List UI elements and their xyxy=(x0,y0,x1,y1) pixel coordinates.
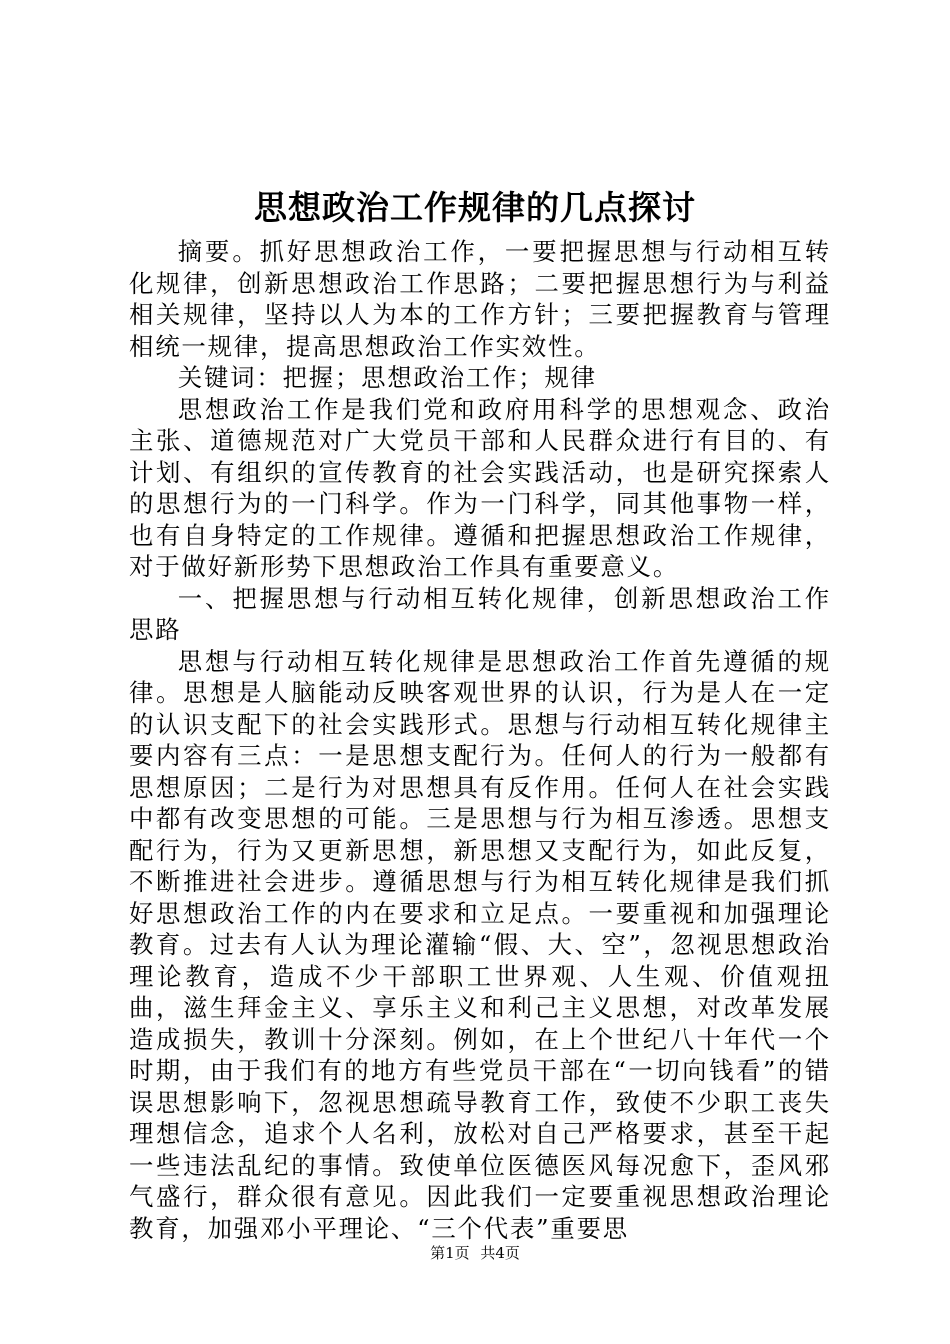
keywords-paragraph: 关键词：把握；思想政治工作；规律 xyxy=(177,363,597,392)
section-1-paragraph: 思想与行动相互转化规律是思想政治工作首先遵循的规律。思想是人脑能动反映客观世界的认识，行为是人在一定的认识支配下的社会实践形式。思想与行动相互转化规律主要内容有三点：一是思想支配行为。任何人的行为一般都有思想原因；二是行为对思想具有反作用。任何人在社会实践中都有改变思想的可能。三是思想与行为相互渗透。思想支配行为，行为又更新思想，新思想又支配行为，如此反复，不断推进社会进步。遵循思想与行为相互转化规律是我们抓好思想政治工作的内在要求和立足点。一要重视和加强理论教育。过去有人认为理论灌输“假、大、空”，忽视思想政治理论教育，造成不少干部职工世界观、人生观、价值观扭曲，滋生拜金主义、享乐主义和利己主义思想，对改革发展造成损失，教训十分深刻。例如，在上个世纪八十年代一个时期，由于我们有的地方有些党员干部在“一切向钱看”的错误思想影响下，忽视思想疏导教育工作，致使不少职工丧失理想信念，追求个人名利，放松对自己严格要求，甚至干起一些违法乱纪的事情。致使单位医德医风每况愈下，歪风邪气盛行，群众很有意见。因此我们一定要重视思想政治理论教育，加强邓小平理论、“三个代表”重要思 xyxy=(129,646,831,1243)
page-total: 共4页 xyxy=(480,1244,520,1262)
abstract-paragraph: 摘要。抓好思想政治工作，一要把握思想与行动相互转化规律，创新思想政治工作思路；二要把握思想行为与利益相关规律，坚持以人为本的工作方针；三要把握教育与管理相统一规律，提高思想政治工作实效性。 xyxy=(129,237,831,361)
document-title: 思想政治工作规律的几点探讨 xyxy=(254,188,696,227)
document-body xyxy=(129,236,831,1244)
page-footer xyxy=(0,1242,950,1264)
section-heading-1: 一、把握思想与行动相互转化规律，创新思想政治工作思路 xyxy=(129,583,831,644)
intro-paragraph: 思想政治工作是我们党和政府用科学的思想观念、政治主张、道德规范对广大党员干部和人民群众进行有目的、有计划、有组织的宣传教育的社会实践活动，也是研究探索人的思想行为的一门科学。作为一门科学，同其他事物一样，也有自身特定的工作规律。遵循和把握思想政治工作规律，对于做好新形势下思想政治工作具有重要意义。 xyxy=(129,394,831,581)
page-number: 第1页 xyxy=(430,1244,470,1262)
